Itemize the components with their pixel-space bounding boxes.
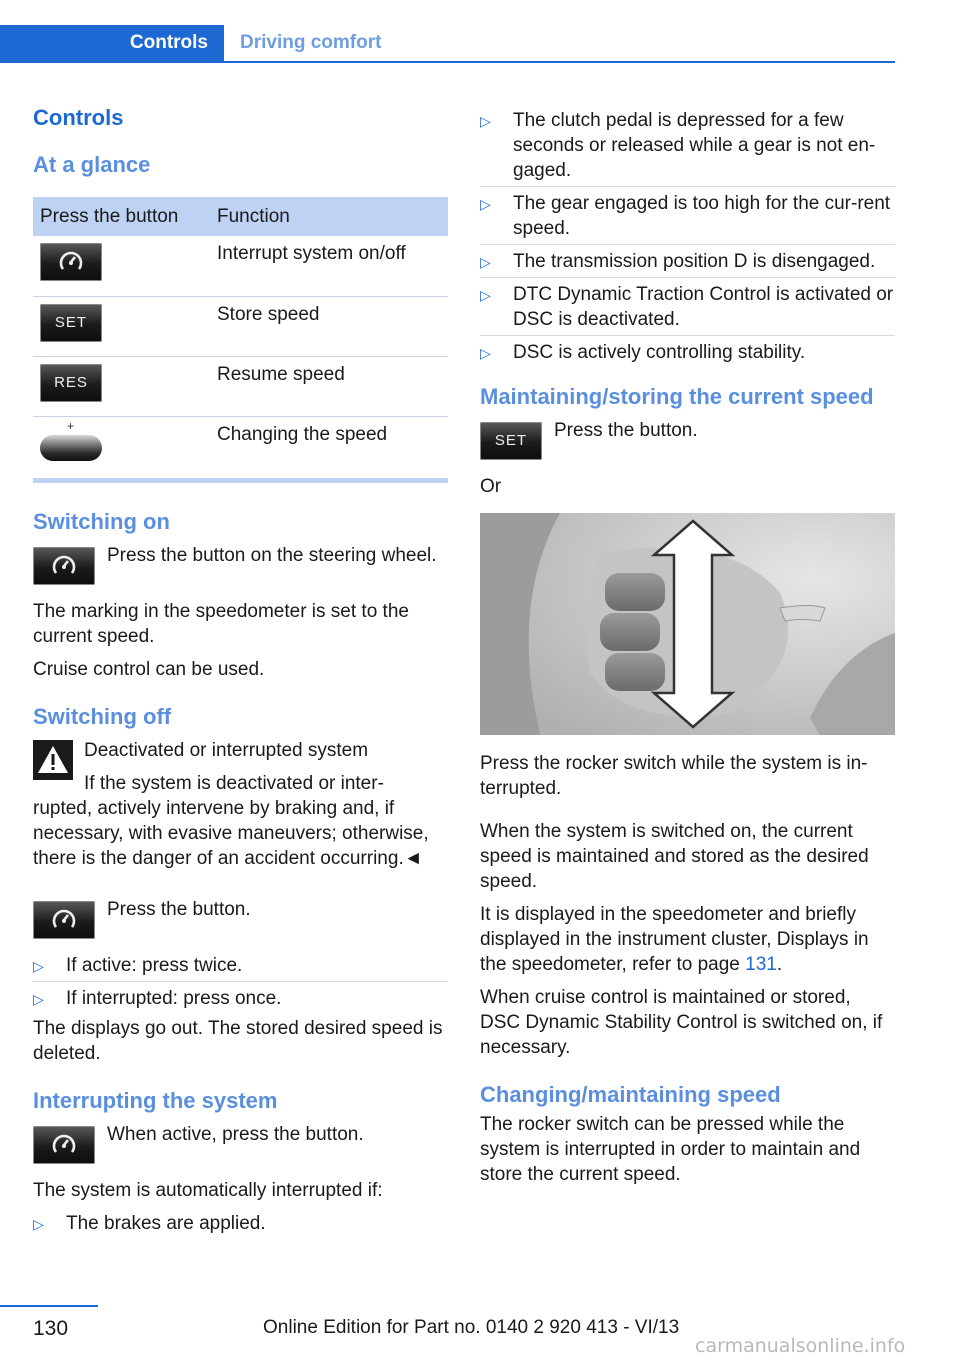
warning-title: Deactivated or interrupted system: [84, 740, 369, 761]
paragraph: Cruise control can be used.: [33, 659, 265, 680]
table-header-function: Function: [210, 197, 448, 236]
instruction-text: Press the button on the steering wheel.: [107, 545, 437, 566]
cruise-control-icon: [40, 243, 102, 281]
set-button-icon: SET: [40, 304, 102, 342]
set-button-icon: SET: [480, 422, 542, 460]
list-item: ▷ DSC is actively controlling stability.: [480, 342, 806, 363]
steering-wheel-photo: [480, 513, 895, 735]
paragraph: Press the rocker switch while the system is in-terrupted.: [480, 753, 868, 799]
instruction-text: When active, press the button.: [107, 1124, 364, 1145]
list-item: ▷ The transmission position D is disengaged.: [480, 245, 895, 278]
at-a-glance-heading: At a glance: [33, 152, 151, 177]
list-item: ▷ The gear engaged is too high for the cur-rent speed.: [480, 187, 895, 245]
warning-text: rupted, actively intervene by braking and, if necessary, with evasive maneuvers; otherwise, there is the danger of an accident occurring.◄: [33, 798, 429, 869]
paragraph: The system is automatically interrupted if:: [33, 1180, 383, 1201]
rocker-switch-icon: +: [40, 424, 102, 464]
table-cell-function: Changing the speed: [217, 423, 388, 445]
table-row: [33, 296, 448, 356]
interrupt-conditions-list: [33, 1207, 448, 1239]
warning-block: [33, 738, 448, 796]
page-number: 130: [33, 1317, 69, 1340]
watermark: carmanualsonline.info: [695, 1335, 906, 1357]
page-link[interactable]: 131: [745, 954, 777, 975]
table-row: [33, 356, 448, 416]
interrupting-instruction: [33, 1122, 448, 1164]
section-title: Controls: [33, 105, 124, 130]
left-column: [33, 98, 448, 1239]
switching-off-instruction: [33, 897, 448, 939]
maintaining-heading: Maintaining/storing the current speed: [480, 384, 874, 409]
paragraph: The rocker switch can be pressed while the system is interrupted in order to maintain and store the current speed.: [480, 1114, 861, 1185]
warning-icon: [33, 740, 73, 780]
table-cell-function: Resume speed: [210, 356, 448, 416]
paragraph: When the system is switched on, the current speed is maintained and stored as the desired speed.: [480, 821, 869, 892]
cruise-control-icon: [33, 547, 95, 585]
switching-off-list: [33, 949, 448, 1014]
controls-table: [33, 197, 448, 476]
table-header-button: Press the button: [33, 197, 210, 236]
footer-rule: [0, 1305, 98, 1307]
cruise-control-icon: [33, 901, 95, 939]
res-button-icon: RES: [40, 364, 102, 402]
list-item: ▷ The clutch pedal is depressed for a few seconds or released while a gear is not en-gaged.: [480, 104, 895, 187]
interrupt-conditions-list-continued: [480, 104, 895, 368]
table-cell-function: Interrupt system on/off: [210, 236, 448, 296]
switching-off-heading: Switching off: [33, 704, 172, 729]
instruction-text: Press the button.: [107, 899, 251, 920]
table-header-row: [33, 197, 448, 236]
edition-footer: Online Edition for Part no. 0140 2 920 413 - VI/13: [263, 1317, 680, 1338]
interrupting-heading: Interrupting the system: [33, 1088, 278, 1113]
table-row: [33, 416, 448, 476]
instruction-text: Press the button.: [554, 420, 698, 441]
header-bar: [0, 25, 895, 63]
tab-controls[interactable]: Controls: [0, 25, 224, 61]
paragraph: When cruise control is maintained or stored, DSC Dynamic Stability Control is switched on, if necessary.: [480, 987, 883, 1058]
list-item: ▷ If active: press twice.: [33, 949, 448, 982]
right-column: [480, 104, 895, 1187]
warning-text-line: If the system is deactivated or inter-: [84, 773, 384, 794]
list-item: ▷ The brakes are applied.: [33, 1213, 266, 1234]
table-divider: [33, 478, 448, 483]
paragraph-or: Or: [480, 476, 502, 497]
paragraph: It is displayed in the speedometer and briefly displayed in the instrument cluster, Displays in the speedometer, refer to page 131.: [480, 904, 869, 975]
maintaining-instruction: [480, 418, 895, 460]
switching-on-instruction: [33, 543, 448, 585]
tab-driving-comfort[interactable]: Driving comfort: [240, 32, 382, 53]
changing-heading: Changing/maintaining speed: [480, 1082, 781, 1107]
paragraph: The marking in the speedometer is set to the current speed.: [33, 601, 409, 647]
switching-on-heading: Switching on: [33, 509, 170, 534]
steering-wheel-rocker-photo: [480, 513, 895, 735]
list-item: ▷ If interrupted: press once.: [33, 988, 282, 1009]
paragraph: The displays go out. The stored desired speed is deleted.: [33, 1018, 443, 1064]
cruise-control-icon: [33, 1126, 95, 1164]
table-row: [33, 236, 448, 296]
list-item: ▷ DTC Dynamic Traction Control is activated or DSC is deactivated.: [480, 278, 895, 336]
table-cell-function: Store speed: [210, 296, 448, 356]
